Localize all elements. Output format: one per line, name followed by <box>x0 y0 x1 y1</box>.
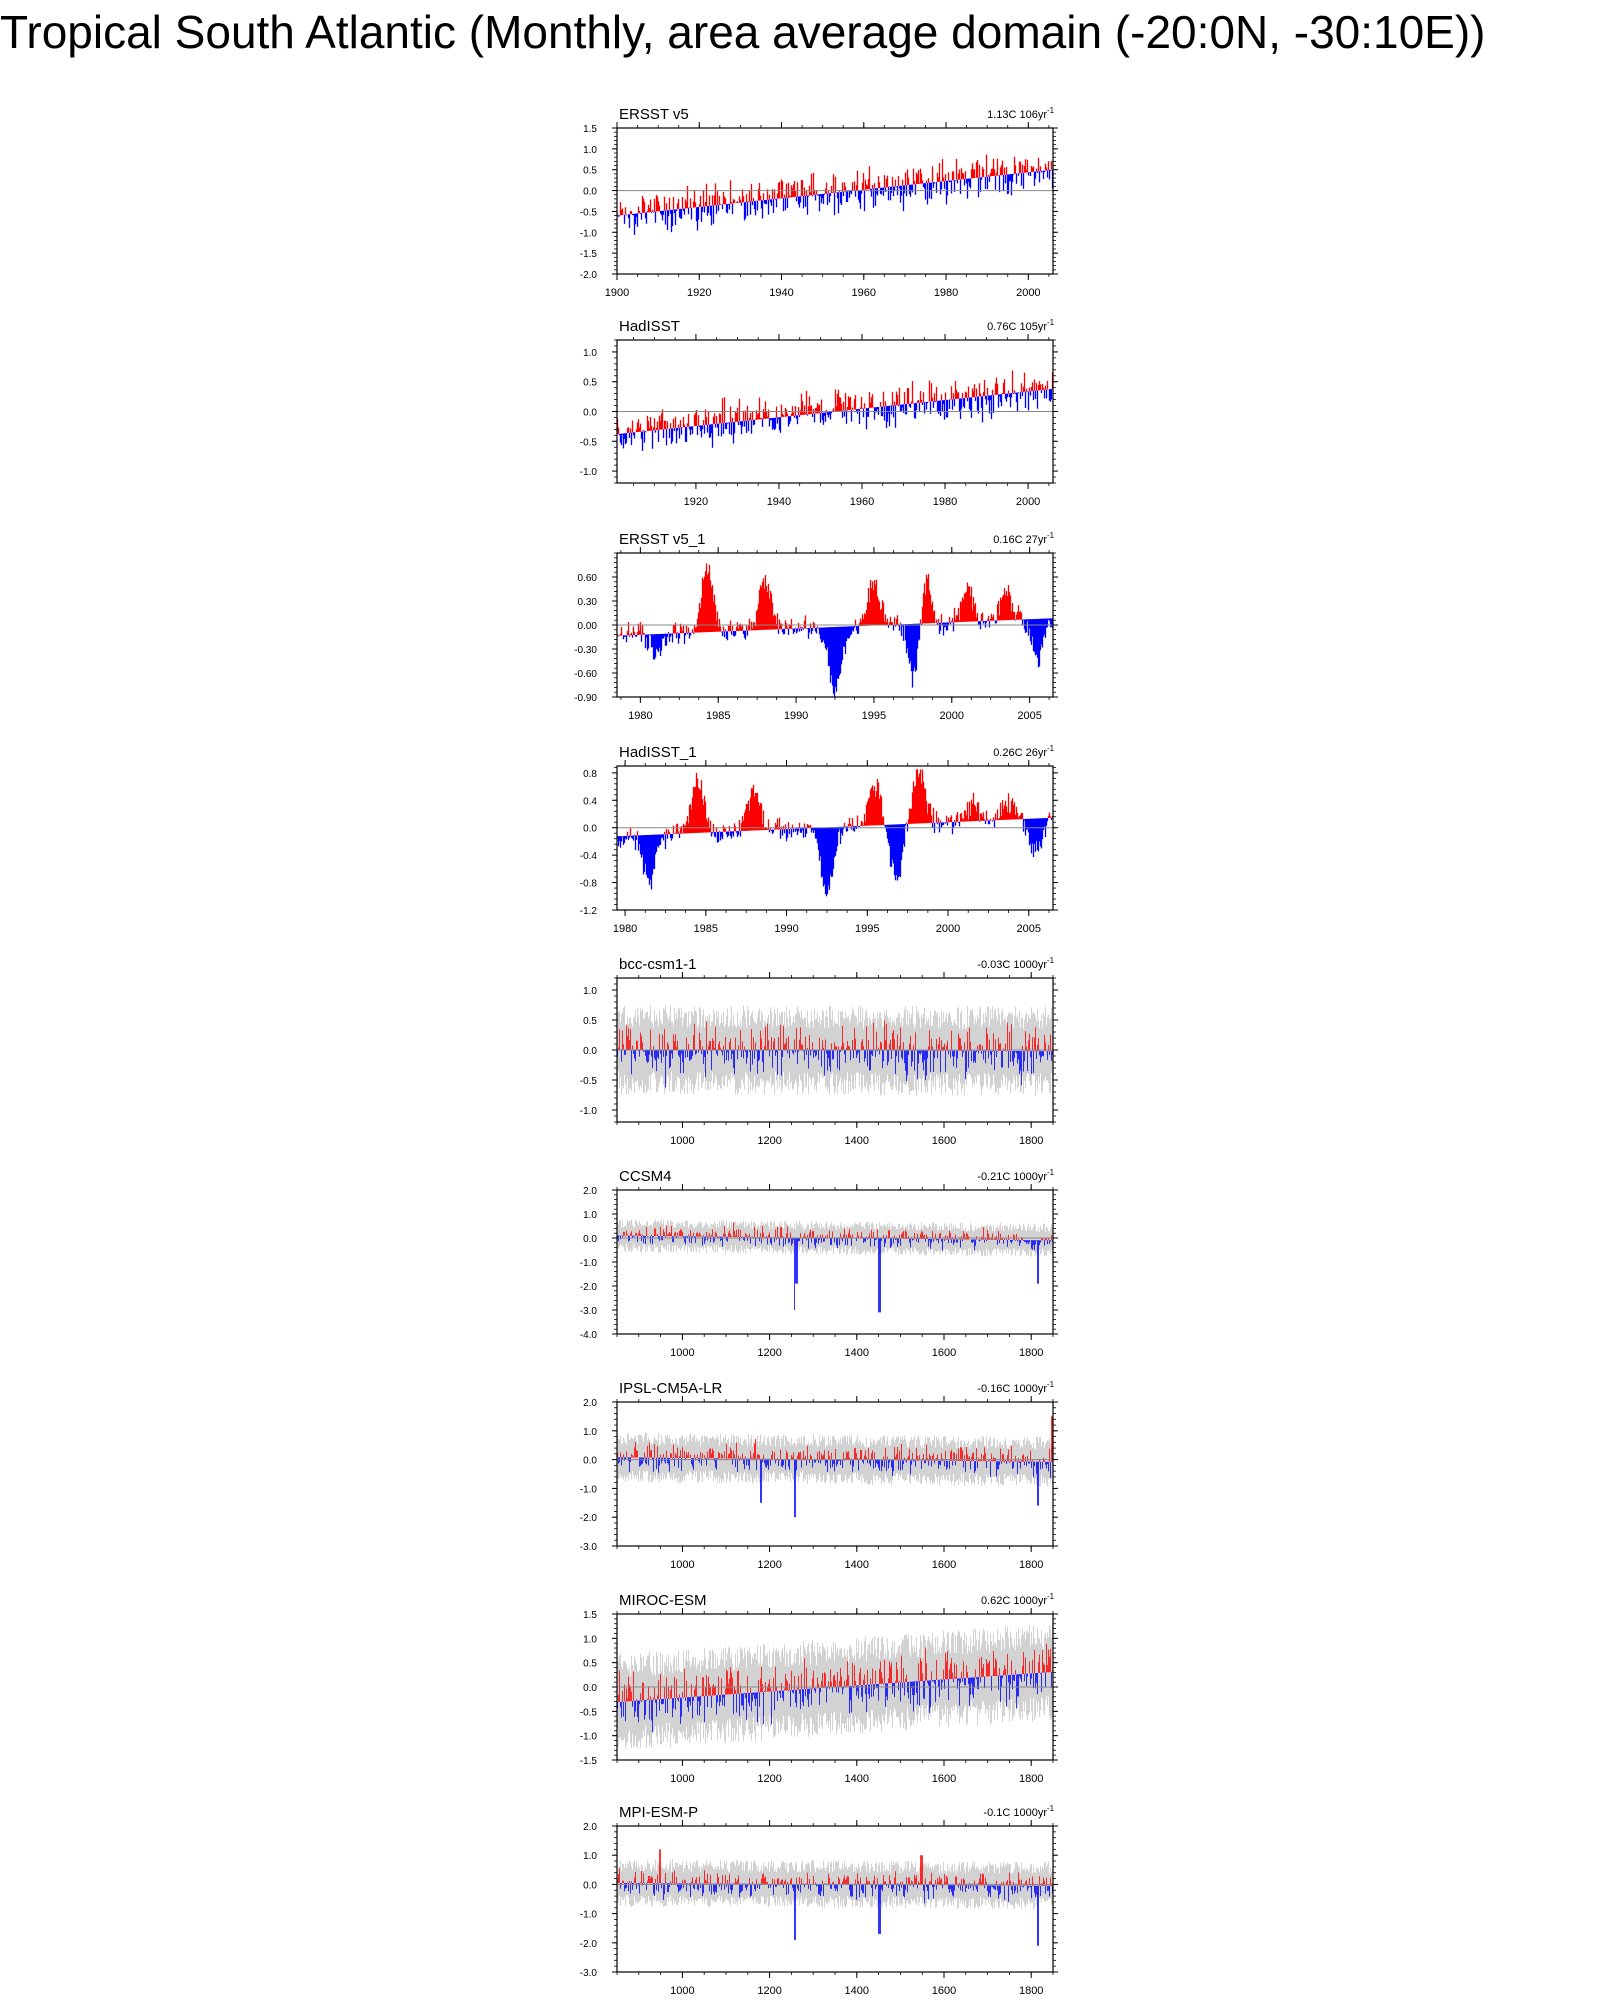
y-tick-label: -3.0 <box>579 1306 597 1317</box>
y-tick-label: -1.2 <box>579 906 597 917</box>
y-tick-label: 0.00 <box>577 621 597 632</box>
trend-label: 0.76C 105yr <box>987 321 1047 333</box>
x-tick-label: 1980 <box>612 923 638 935</box>
y-tick-label: 1.0 <box>583 1210 597 1221</box>
y-tick-label: 0.0 <box>583 823 597 835</box>
x-tick-label: 1940 <box>766 496 792 508</box>
panel-title: HadISST_1 <box>619 744 697 761</box>
x-tick-label: 2000 <box>1015 496 1041 508</box>
y-tick-label: -1.5 <box>579 249 597 261</box>
y-tick-label: 1.5 <box>583 124 597 135</box>
y-tick-label: 0.60 <box>577 573 597 584</box>
panel-title: HadISST <box>619 318 680 335</box>
y-tick-label: -1.0 <box>579 1258 597 1269</box>
x-tick-label: 2005 <box>1017 710 1042 722</box>
x-tick-label: 2005 <box>1016 923 1042 935</box>
trend-label-exponent: -1 <box>1047 956 1055 965</box>
x-tick-label: 1980 <box>933 287 959 299</box>
y-tick-label: 2.0 <box>583 1186 597 1197</box>
panel-title: IPSL-CM5A-LR <box>619 1380 723 1397</box>
trend-label-exponent: -1 <box>1047 531 1055 540</box>
chart-panel-6 <box>580 1168 1058 1359</box>
panel-title: ERSST v5_1 <box>619 531 706 548</box>
plot-frame <box>617 1190 1053 1334</box>
trend-label: -0.21C 1000yr <box>977 1171 1047 1183</box>
y-tick-label: 0.0 <box>583 1234 597 1245</box>
y-tick-label: -1.0 <box>579 467 597 479</box>
x-tick-label: 1980 <box>932 496 958 508</box>
x-tick-label: 1960 <box>849 496 875 508</box>
x-tick-label: 1800 <box>1018 1347 1044 1359</box>
y-tick-label: -0.5 <box>579 207 597 219</box>
x-tick-label: 1990 <box>774 923 799 935</box>
y-tick-label: -2.0 <box>579 1282 597 1293</box>
y-tick-label: -1.0 <box>579 228 597 240</box>
x-tick-label: 1940 <box>769 287 794 299</box>
x-tick-label: 1200 <box>757 1135 782 1147</box>
x-tick-label: 1900 <box>604 287 630 299</box>
y-tick-label: 0.0 <box>583 1046 597 1057</box>
trend-label: -0.16C 1000yr <box>977 1383 1047 1395</box>
y-tick-label: -0.60 <box>574 669 597 680</box>
y-tick-label: -0.4 <box>579 851 597 863</box>
trend-label-exponent: -1 <box>1047 318 1055 327</box>
chart-panel-5 <box>580 956 1058 1147</box>
y-tick-label: 0.4 <box>583 796 597 808</box>
trend-label-exponent: -1 <box>1047 1380 1055 1389</box>
y-tick-label: -4.0 <box>579 1330 597 1341</box>
y-tick-label: 0.5 <box>583 1016 597 1027</box>
chart-panel-1 <box>580 106 1058 299</box>
trend-label: -0.03C 1000yr <box>977 959 1047 971</box>
x-tick-label: 1985 <box>705 710 731 722</box>
x-tick-label: 1000 <box>670 1347 695 1359</box>
y-tick-label: -0.8 <box>579 878 597 890</box>
trend-label-exponent: -1 <box>1047 1168 1055 1177</box>
y-tick-label: 0.0 <box>583 186 597 198</box>
figure-title: Tropical South Atlantic (Monthly, area average domain (-20:0N, -30:10E)) <box>0 6 1486 58</box>
y-tick-label: -2.0 <box>579 270 597 281</box>
x-tick-label: 1600 <box>931 1347 957 1359</box>
x-tick-label: 2000 <box>1016 287 1041 299</box>
trend-label: 1.13C 106yr <box>987 109 1047 121</box>
y-tick-label: 0.8 <box>583 768 597 780</box>
x-tick-label: 1400 <box>844 1347 870 1359</box>
trend-label: 0.26C 26yr <box>993 747 1047 759</box>
x-tick-label: 1400 <box>844 1135 870 1147</box>
y-tick-label: -0.5 <box>579 1076 597 1087</box>
y-tick-label: -0.5 <box>579 437 597 449</box>
chart-panel-7 <box>580 1380 1058 1571</box>
trend-label-exponent: -1 <box>1047 744 1055 753</box>
y-tick-label: -1.0 <box>579 1106 597 1117</box>
y-tick-label: 0.5 <box>583 165 597 177</box>
x-tick-label: 1980 <box>628 710 653 722</box>
y-tick-label: 1.0 <box>583 986 597 997</box>
x-tick-label: 1995 <box>855 923 880 935</box>
y-tick-label: 1.0 <box>583 144 597 156</box>
x-tick-label: 1985 <box>693 923 719 935</box>
trend-label-exponent: -1 <box>1047 106 1055 115</box>
x-tick-label: 1800 <box>1018 1135 1044 1147</box>
x-tick-label: 1000 <box>670 1135 695 1147</box>
y-tick-label: 0.0 <box>583 407 597 419</box>
trend-label: 0.16C 27yr <box>993 534 1047 546</box>
panel-title: CCSM4 <box>619 1168 672 1185</box>
y-tick-label: 0.30 <box>577 597 597 608</box>
panel-title: bcc-csm1-1 <box>619 956 697 973</box>
y-tick-label: -0.30 <box>574 645 597 656</box>
x-tick-label: 1600 <box>931 1135 957 1147</box>
y-tick-label: 0.5 <box>583 377 597 389</box>
x-tick-label: 1920 <box>687 287 712 299</box>
x-tick-label: 1920 <box>683 496 709 508</box>
x-tick-label: 1200 <box>757 1347 782 1359</box>
x-tick-label: 2000 <box>935 923 961 935</box>
y-tick-label: -0.90 <box>574 693 597 704</box>
x-tick-label: 1960 <box>851 287 877 299</box>
chart-panel-3 <box>574 531 1058 722</box>
x-tick-label: 2000 <box>939 710 965 722</box>
x-tick-label: 1990 <box>783 710 809 722</box>
chart-panel-2 <box>580 318 1058 508</box>
chart-panel-4 <box>580 744 1058 935</box>
panel-title: ERSST v5 <box>619 106 689 123</box>
x-tick-label: 1995 <box>861 710 887 722</box>
y-tick-label: 1.0 <box>583 347 597 359</box>
